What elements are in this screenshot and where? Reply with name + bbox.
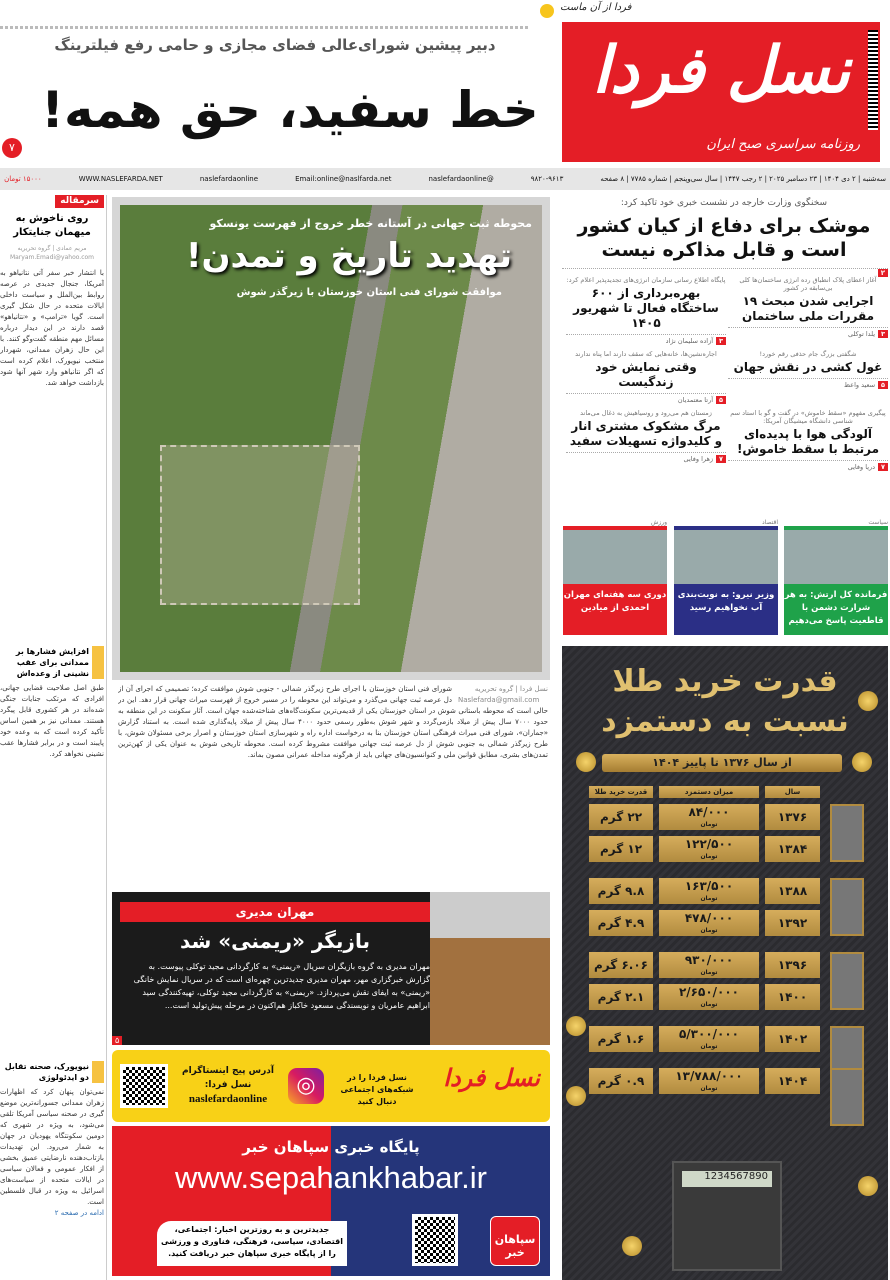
feature-body: شورای فنی استان خوزستان با اجرای طرح زیرگذر شمالی - جنوبی شوش موافقت کرده؛ تصمیمی که اجرای آن از دل عرصه ثبت جهانی می‌گذرد و می‌تواند این محوطه را در مسیر خروج از فهرست میراث جهانی قرار دهد. این در حالی است که محوطه باستانی شوش در استان خوزستان یکی از قدیمی‌ترین سکونت‌گاه‌های شناخته‌شده جهان است. آثار سکونت در این منطقه به حدود ۷۰۰۰ سال پیش از میلاد بازمی‌گردد و شهر شوش به‌طور رسمی حدود ۴۰۰۰ سال پیش از میلاد پایه‌گذاری شده است. به استناد گزارش «جماران»، شورای فنی میراث فرهنگی استان خوزستان بنا به درخواست اداره راه و شهرسازی استان خوزستان و اصرار برخی مسئولان شوش، با طرح زیرگذر شمالی به جنوبی شوش از دل عرصه ثبت جهانی موافقت مشروط کرده است. محوطه تاریخی شوش به عنوان یکی از کهن‌ترین تمدن‌های بشری، مطابق قوانین ملی و کنوانسیون‌های جهانی باید از هرگونه مداخله عمرانی مصون بماند.	[118, 685, 548, 759]
story[interactable]	[566, 409, 726, 472]
instagram-address	[178, 1064, 278, 1106]
table-row	[588, 984, 864, 1010]
feature-article	[118, 684, 548, 874]
divider	[0, 26, 530, 29]
motto: فردا از آن ماست	[560, 2, 632, 13]
feature-email: Naslefarda@gmail.com	[458, 696, 540, 704]
page-ref-badge: ۵	[112, 1036, 122, 1045]
unit-label: تومان	[700, 895, 718, 902]
ad-url[interactable]: www.sepahankhabar.ir	[175, 1160, 487, 1195]
year-cell: ۱۴۰۴	[765, 1068, 820, 1094]
wage-cell	[659, 984, 759, 1010]
instagram[interactable]: naslefardaonline	[199, 175, 259, 183]
page-ref-badge: ۷	[878, 463, 888, 471]
story-kicker: اجاره‌نشین‌ها، خانه‌هایی که سقف دارند اما پناه ندارند	[575, 350, 717, 358]
info-bar	[0, 168, 890, 190]
story-headline[interactable]: اجرایی شدن مبحث ۱۹ مقررات ملی ساختمان	[741, 294, 875, 323]
col-header: سال	[765, 786, 820, 798]
instagram-icon[interactable]: ◎	[288, 1068, 324, 1104]
gold-table	[588, 786, 864, 1100]
president-photo	[830, 1068, 864, 1126]
year-cell: ۱۳۸۸	[765, 878, 820, 904]
feature-kicker: محوطه ثبت جهانی در آستانه خطر خروج از فهرست یونسکو	[209, 217, 532, 230]
feature-headline[interactable]: تهدید تاریخ و تمدن!	[185, 236, 512, 276]
coin-icon	[858, 691, 878, 711]
year-cell: ۱۳۹۲	[765, 910, 820, 936]
page-ref-badge: ۳	[878, 330, 888, 338]
qr-code[interactable]	[412, 1214, 458, 1266]
card-photo	[563, 526, 667, 584]
unit-label: تومان	[700, 1085, 718, 1092]
mehran-headline[interactable]: بازیگر «ریمنی» شد	[180, 929, 370, 953]
sun-icon	[540, 4, 554, 18]
editorial-body: طبق اصل صلاحیت قضایی جهانی، افرادی که مرتکب جنایات جنگی شده‌اند در هر کشوری قابل پیگرد هستند. ممدانی نیز بر همین اساس تأکید کرده است که به وعده خود پایبند است و در برابر فشارها عقب نشینی نخواهد کرد.	[0, 684, 104, 758]
story[interactable]	[566, 350, 726, 405]
story-headline[interactable]: بهره‌برداری از ۶۰۰ ساختگاه فعال تا شهریور ۱۴۰۵	[573, 286, 719, 330]
address-label: آدرس پیج اینستاگرام نسل فردا:	[182, 1066, 274, 1090]
wage-cell	[659, 1068, 759, 1094]
ad-text: جدیدترین و به روزترین اخبار: اجتماعی، اقتصادی، سیاسی، فرهنگی، فناوری و ورزشی را از پایگاه خبری سپاهان خبر دریافت کنید.	[157, 1221, 347, 1266]
sepahan-logo: سپاهان خبر	[490, 1216, 540, 1266]
wage-value: ۸۴/۰۰۰	[688, 805, 730, 819]
col-header: قدرت خرید طلا	[589, 786, 653, 798]
wage-value: ۱۳/۷۸۸/۰۰۰	[675, 1069, 743, 1083]
ruins-area	[160, 445, 360, 605]
banner-logo: نسل فردا	[443, 1064, 540, 1092]
mehran-body: مهران مدیری به گروه بازیگران سریال «ریمنی» به کارگردانی مجید توکلی پیوست. به گزارش خبرگزاری مهر، مهران مدیری جدیدترین چهره‌ای است که در سریال نمایش خانگی «ریمنی» به ایفای نقش می‌پردازد. «ریمنی» به کارگردانی مجید توکلی، تهیه‌کنندگی سید ابراهیم عامریان و نویسندگی مسعود خاکباز هم‌اکنون در مرحله پیش‌تولید است...	[133, 962, 430, 1010]
editorial-subhead: نیویورک، صحنه تقابل دو ایدئولوژی	[0, 1061, 104, 1083]
table-row	[588, 952, 864, 978]
social-banner	[112, 1050, 550, 1122]
story-byline	[566, 334, 726, 346]
news-card[interactable]	[674, 520, 778, 635]
tagline: روزنامه سراسری صبح ایران	[706, 137, 860, 152]
wage-cell	[659, 910, 759, 936]
gold-cell: ۲۲ گرم	[589, 804, 653, 830]
story-author: دریا وفایی	[847, 463, 876, 471]
story-headline[interactable]: وقتی نمایش خود زندگیست	[595, 360, 697, 389]
lead-headline[interactable]: خط سفید، حق همه!	[41, 81, 539, 139]
issue-date: سه‌شنبه | ۲ دی ۱۴۰۴ | ۲۳ دسامبر ۲۰۲۵ | ۲ رجب ۱۴۴۷ | سال سی‌وپنجم | شماره ۷۷۸۵ | ۸ صفحه	[600, 175, 886, 183]
editorial-author: مریم عمادی | گروه تحریریه	[17, 245, 87, 252]
gold-cell: ۲.۱ گرم	[589, 984, 653, 1010]
barcode	[868, 30, 878, 130]
unit-label: تومان	[700, 1001, 718, 1008]
wage-value: ۹۳۰/۰۰۰	[684, 953, 734, 967]
feature-author: نسل فردا | گروه تحریریه	[474, 685, 548, 693]
page-ref-badge: ۳	[716, 337, 726, 345]
story-author: آرتا معتمدیان	[677, 396, 714, 404]
unit-label: تومان	[700, 1043, 718, 1050]
right-kicker: سخنگوی وزارت خارجه در نشست خبری خود تاکید کرد:	[620, 198, 828, 208]
story-byline	[728, 378, 888, 390]
sepahan-ad	[112, 1126, 550, 1276]
wage-cell	[659, 952, 759, 978]
card-section: اقتصاد	[761, 519, 778, 526]
wage-value: ۴۷۸/۰۰۰	[684, 911, 734, 925]
story-kicker: زمستان هم می‌رود و روسیاهیش به ذغال می‌ماند	[580, 409, 712, 417]
editorial-column	[0, 195, 104, 1280]
story-kicker: پیگیری مفهوم «سقط خاموش» در گفت و گو با استاد سم شناسی دانشگاه میشیگان آمریکا:	[730, 409, 886, 425]
editorial-body: با انتشار خبر سفر آتی نتانیاهو به آمریکا، جنجال جدیدی در عرصه روابط بین‌الملل و سیاست داخلی ایالات متحده در حال شکل گیری است. گویا «ترامپ» و «نتانیاهو» قصد دارند در این دیدار درباره مسائل مهم منطقه گفت‌وگو کنند. با این حال زهران ممدانی، شهردار منتخب نیویورک، اعلام کرده است که اگر نتانیاهو وارد شهر آنها شود بازداشت خواهد شد.	[0, 269, 104, 387]
story-byline	[728, 327, 888, 339]
editorial-body: نمی‌توان پنهان کرد که اظهارات زهران ممدانی جسورانه‌ترین موضع گیری در صحنه سیاسی آمریکا تلقی می‌شود، به ویژه در شهری که دومین سکونتگاه یهودیان در جهان به شمار می‌رود. این تهدیدات بازتاب‌دهنده نارضایتی عمیق بخشی از افکار عمومی و فعالان سیاسی در ایالات متحده از سیاست‌های اسرائیل به ویژه در قبال فلسطین است.	[0, 1088, 104, 1206]
table-row	[588, 804, 864, 830]
banner-text: نسل فردا را در شبکه‌های اجتماعی دنبال کنید	[340, 1073, 414, 1106]
editorial-email: Maryam.Emadi@yahoo.com	[9, 254, 95, 261]
story-author: یلدا توکلی	[847, 330, 876, 338]
calculator-image	[672, 1161, 782, 1271]
ad-title: پایگاه خبری سپاهان خبر	[242, 1138, 420, 1156]
gold-cell: ۴.۹ گرم	[589, 910, 653, 936]
unit-label: تومان	[700, 927, 718, 934]
newspaper-logo: نسل فردا	[592, 33, 850, 108]
year-cell: ۱۳۹۶	[765, 952, 820, 978]
coin-icon	[622, 1236, 642, 1256]
aerial-photo	[120, 205, 542, 672]
website[interactable]: WWW.NASLEFARDA.NET	[78, 175, 163, 183]
title-line: نسبت به دستمزد	[601, 704, 849, 739]
table-row	[588, 878, 864, 904]
wage-value: ۵/۳۰۰/۰۰۰	[678, 1027, 740, 1041]
mehran-tag: مهران مدیری	[120, 902, 430, 922]
story-kicker: پایگاه اطلاع رسانی سازمان انرژی‌های تجدیدپذیر اعلام کرد:	[566, 276, 726, 284]
table-header	[588, 786, 864, 798]
year-cell: ۱۳۷۶	[765, 804, 820, 830]
card-photo	[674, 526, 778, 584]
mehran-story	[112, 892, 550, 1045]
page-ref-badge: ۷	[716, 455, 726, 463]
story-headline[interactable]: غول کشی در نقش جهان	[733, 360, 883, 374]
coin-icon	[566, 1016, 586, 1036]
gold-cell: ۶.۰۶ گرم	[589, 952, 653, 978]
table-row	[588, 910, 864, 936]
gold-cell: ۱۲ گرم	[589, 836, 653, 862]
card-title: دوری سه هفته‌ای مهران احمدی از میادین	[563, 584, 667, 635]
story-author: زهرا وفایی	[683, 455, 714, 463]
email[interactable]: Email:online@naslfarda.net	[295, 175, 392, 183]
col-header: میزان دستمزد	[659, 786, 759, 798]
masthead	[562, 22, 880, 162]
actor-photo	[430, 892, 550, 1045]
price: ۱۵۰۰۰ تومان	[4, 175, 42, 183]
card-section: سیاست	[868, 519, 888, 526]
table-row	[588, 1068, 864, 1094]
gold-infographic	[562, 646, 888, 1280]
story[interactable]	[728, 409, 888, 472]
unit-label: تومان	[700, 853, 718, 860]
story[interactable]	[566, 276, 726, 346]
card-photo	[784, 526, 888, 584]
unit-label: تومان	[700, 821, 718, 828]
unit-label: تومان	[700, 969, 718, 976]
story-byline	[566, 393, 726, 405]
story-byline	[566, 452, 726, 464]
wage-cell	[659, 804, 759, 830]
coin-icon	[852, 752, 872, 772]
card-title: فرمانده کل ارتش: به هر شرارت دشمن با قاطعیت پاسخ می‌دهیم	[784, 584, 888, 635]
editorial-title[interactable]: روی ناخوش به میهمان جنایتکار	[13, 213, 91, 238]
feature-photo-frame	[112, 197, 550, 680]
table-row	[588, 1026, 864, 1052]
wage-value: ۱۶۳/۵۰۰	[684, 879, 734, 893]
year-cell: ۱۴۰۰	[765, 984, 820, 1010]
infographic-title	[562, 662, 888, 742]
editorial-subhead: افزایش فشارها بر ممدانی برای عقب نشینی از وعده‌اش	[0, 646, 104, 679]
feature-byline	[458, 684, 548, 706]
gold-cell: ۱.۶ گرم	[589, 1026, 653, 1052]
card-section: ورزش	[650, 519, 667, 526]
story-kicker: آغاز اعطای پلاک انطباق رده انرژی ساختمان‌ها کلی بی‌سابقه در کشور	[739, 276, 877, 292]
story[interactable]	[728, 276, 888, 346]
story-grid	[566, 276, 888, 472]
page-ref-badge: ۵	[716, 396, 726, 404]
instagram-handle[interactable]: naslefardaonline	[188, 1093, 268, 1105]
title-line: قدرت خرید طلا	[612, 664, 838, 699]
calculator-display: 1234567890	[682, 1171, 772, 1187]
telegram[interactable]: @naslefardaonline	[428, 175, 494, 183]
coin-icon	[858, 1176, 878, 1196]
page-ref-badge: ۲	[878, 269, 888, 277]
news-card[interactable]	[563, 520, 667, 635]
story-author: آزاده سلیمان نژاد	[665, 337, 714, 345]
card-title: وزیر نیرو: به نوبت‌بندی آب نخواهیم رسید	[674, 584, 778, 635]
qr-code[interactable]	[120, 1064, 168, 1108]
coin-icon	[566, 1086, 586, 1106]
table-row	[588, 836, 864, 862]
right-headline[interactable]: موشک برای دفاع از کیان کشور است و قابل مذاکره نیست	[577, 215, 871, 261]
wage-cell	[659, 836, 759, 862]
wage-value: ۱۲۲/۵۰۰	[684, 837, 734, 851]
story-author: سعید واعظ	[844, 381, 876, 389]
story[interactable]	[728, 350, 888, 405]
infographic-subtitle: از سال ۱۳۷۶ تا پاییز ۱۴۰۴	[602, 754, 842, 772]
news-card[interactable]	[784, 520, 888, 635]
gold-cell: ۰.۹ گرم	[589, 1068, 653, 1094]
year-cell: ۱۳۸۴	[765, 836, 820, 862]
story-headline[interactable]: آلودگی هوا با پدیده‌ای مرتبط با سقط خاموش!	[736, 427, 880, 456]
coin-icon	[576, 752, 596, 772]
story-headline[interactable]: مرگ مشکوک مشتری انار و کلیدواژه تسهیلات سفید	[569, 419, 723, 448]
year-cell: ۱۴۰۲	[765, 1026, 820, 1052]
wage-value: ۲/۶۵۰/۰۰۰	[678, 985, 740, 999]
feature-subtitle: موافقت شورای فنی استان خوزستان با زیرگذر شوش	[236, 287, 502, 298]
wage-cell	[659, 1026, 759, 1052]
phone: ۹۸۲۰-۹۶۱۳	[530, 175, 564, 183]
story-kicker: شگفتی بزرگ جام حذفی رقم خورد!	[759, 350, 857, 358]
editorial-tag: سرمقاله	[55, 195, 104, 208]
page-ref-badge: ۷	[2, 138, 22, 158]
page-ref-badge: ۵	[878, 381, 888, 389]
continue-link[interactable]: ادامه در صفحه ۲	[54, 1209, 104, 1217]
wage-cell	[659, 878, 759, 904]
divider	[106, 195, 107, 1280]
story-byline	[728, 460, 888, 472]
gold-cell: ۹.۸ گرم	[589, 878, 653, 904]
lead-kicker: دبیر پیشین شورای‌عالی فضای مجازی و حامی رفع فیلترینگ	[54, 36, 496, 54]
